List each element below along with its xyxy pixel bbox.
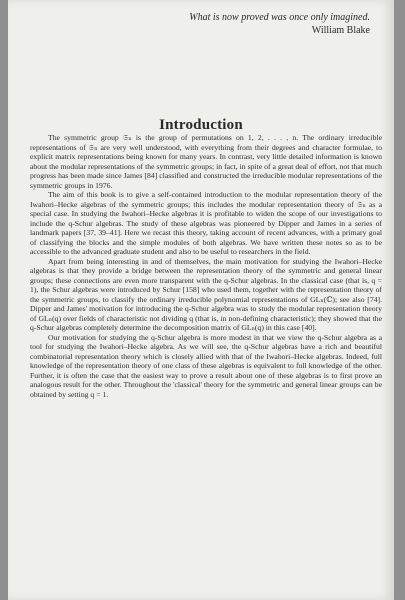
paragraph: The aim of this book is to give a self-contained introduction to the modular representation theory of the Iwahori–Hecke algebras of the symmetric groups; this includes the modular representation theory of 𝔖ₙ as a special case. In studying the Iwahori–Hecke algebras it is profitable to widen the scope of our investigations to include the q-Schur algebras. The study of these algebras was pioneered by Dipper and James in a series of landmark papers [37, 39–41]. Here we recast this theory, taking account of recent advances, with a primary goal of classifying the blocks and the simple modules of both algebras. We have written these notes so as to be accessible to the advanced graduate student and also to be useful to researchers in the field. (30, 190, 382, 256)
epigraph (130, 12, 370, 37)
epigraph-author: William Blake (311, 24, 370, 36)
body-text (30, 133, 382, 399)
book-page (8, 0, 394, 600)
epigraph-quote: What is now proved was once only imagined. (189, 12, 370, 23)
paragraph: Apart from being interesting in and of themselves, the main motivation for studying the Iwahori–Hecke algebras is that they provide a bridge between the representation theory of the symmetric and general linear groups; these connections are even more transparent with the q-Schur algebras. In the classical case (that is, q = 1), the Schur algebras were introduced by Schur [158] who used them, together with the representation theory of the symmetric groups, to classify the ordinary irreducible polynomial representations of GLₙ(ℂ); see also [74]. Dipper and James' motivation for introducing the q-Schur algebra was to study the modular representation theory of GLₙ(q) over fields of characteristic not dividing q (that is, in non-defining characteristic); they showed that the q-Schur algebras completely determine the decomposition matrix of GLₙ(q) in this case [40]. (30, 256, 382, 332)
paragraph: Our motivation for studying the q-Schur algebra is more modest in that we view the q-Schur algebra as a tool for studying the Iwahori–Hecke algebra. As we will see, the q-Schur algebras have a rich and beautiful combinatorial representation theory which is closely allied with that of the Iwahori–Hecke algebras. Indeed, full knowledge of the representation theory of one class of these algebras is equivalent to full knowledge of the other. Further, it is often the case that the easiest way to prove a result about one of these algebras is to first prove an analogous result for the other. Throughout the 'classical' theory for the symmetric and general linear groups can be obtained by setting q = 1. (30, 332, 382, 399)
paragraph: The symmetric group 𝔖ₙ is the group of permutations on 1, 2, . . . , n. The ordinary irreducible representations of 𝔖ₙ are very well understood, with everything from their degrees and character formulae, to explicit matrix representations being known for many years. In contrast, very little detailed information is known about the modular representations of the symmetric groups; in fact, in spite of a great deal of effort, not that much progress has been made since James [84] classified and constructed the irreducible modular representations of the symmetric groups in 1976. (30, 133, 382, 190)
chapter-title: Introduction (159, 117, 243, 133)
